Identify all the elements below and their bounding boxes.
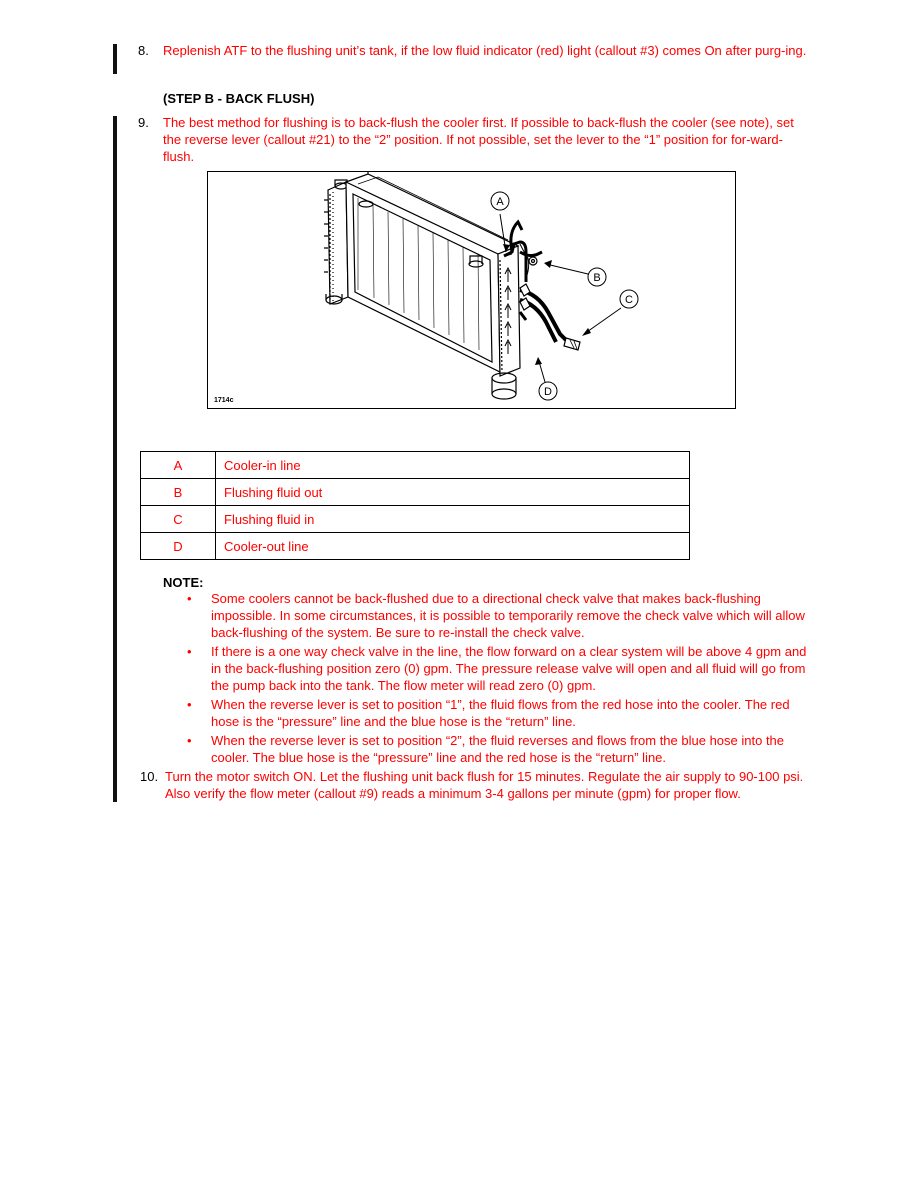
note-item: [187, 696, 807, 730]
callout-b-label: B: [593, 272, 601, 284]
note-item-text: When the reverse lever is set to position “2”, the fluid reverses and flows from the blue hose into the cooler. The blue hose is the “pressure” line and the red hose is the “return” line.: [211, 733, 785, 765]
legend-label: Cooler-out line: [216, 533, 690, 560]
legend-key: A: [141, 452, 216, 479]
note-item: [187, 643, 807, 694]
legend-key: B: [141, 479, 216, 506]
table-row: [141, 479, 690, 506]
step-number: 10.: [140, 769, 159, 784]
note-item: [187, 590, 807, 641]
change-bar-steps-9-10: [113, 116, 117, 802]
legend-key: C: [141, 506, 216, 533]
step-10: [140, 768, 810, 802]
callout-a-label: A: [496, 196, 504, 208]
step-number: 9.: [138, 115, 149, 130]
legend-label: Flushing fluid in: [216, 506, 690, 533]
bullet-icon: •: [187, 733, 192, 748]
step-text: Turn the motor switch ON. Let the flushing unit back flush for 15 minutes. Regulate the air supply to 90-100 psi. Also verify the flow meter (callout #9) reads a minimum 3-4 gallons per minute (gpm) for proper flow.: [165, 769, 804, 801]
figure-code: 1714c: [214, 397, 234, 404]
table-row: [141, 506, 690, 533]
step-number: 8.: [138, 43, 149, 58]
bullet-icon: •: [187, 697, 192, 712]
step-9: [138, 114, 808, 165]
table-row: [141, 533, 690, 560]
legend-key: D: [141, 533, 216, 560]
change-bar-step-8: [113, 44, 117, 74]
callout-legend-table: [140, 451, 690, 560]
cooler-diagram-figure: [207, 171, 736, 409]
note-title: NOTE:: [163, 575, 204, 590]
step-text: Replenish ATF to the flushing unit’s tank, if the low fluid indicator (red) light (callout #3) comes On after purg-ing.: [163, 43, 807, 58]
note-item-text: If there is a one way check valve in the line, the flow forward on a clear system will be above 4 gpm and in the back-flushing position zero (0) gpm. The pressure release valve will open and all fluid will go from the pump back into the tank. The flow meter will read zero (0) gpm.: [211, 644, 807, 693]
table-row: [141, 452, 690, 479]
note-item: [187, 732, 807, 766]
note-item-text: When the reverse lever is set to position “1”, the fluid flows from the red hose into the cooler. The red hose is the “pressure” line and the blue hose is the “return” line.: [211, 697, 790, 729]
legend-label: Cooler-in line: [216, 452, 690, 479]
legend-label: Flushing fluid out: [216, 479, 690, 506]
note-item-text: Some coolers cannot be back-flushed due to a directional check valve that makes back-flushing impossible. In some circumstances, it is possible to temporarily remove the check valve which will allow back-flushing of the system. Be sure to re-install the check valve.: [211, 591, 805, 640]
step-8: [138, 42, 808, 59]
radiator-cooler-illustration: [208, 172, 736, 409]
callout-d-label: D: [544, 386, 552, 398]
section-heading: (STEP B - BACK FLUSH): [163, 91, 315, 106]
callout-c-label: C: [625, 294, 633, 306]
step-text: The best method for flushing is to back-flush the cooler first. If possible to back-flush the cooler (see note), set the reverse lever (callout #21) to the “2” position. If not possible, set the lever to the “1” position for for-ward-flush.: [163, 115, 794, 164]
note-list: [187, 590, 807, 768]
bullet-icon: •: [187, 644, 192, 659]
bullet-icon: •: [187, 591, 192, 606]
